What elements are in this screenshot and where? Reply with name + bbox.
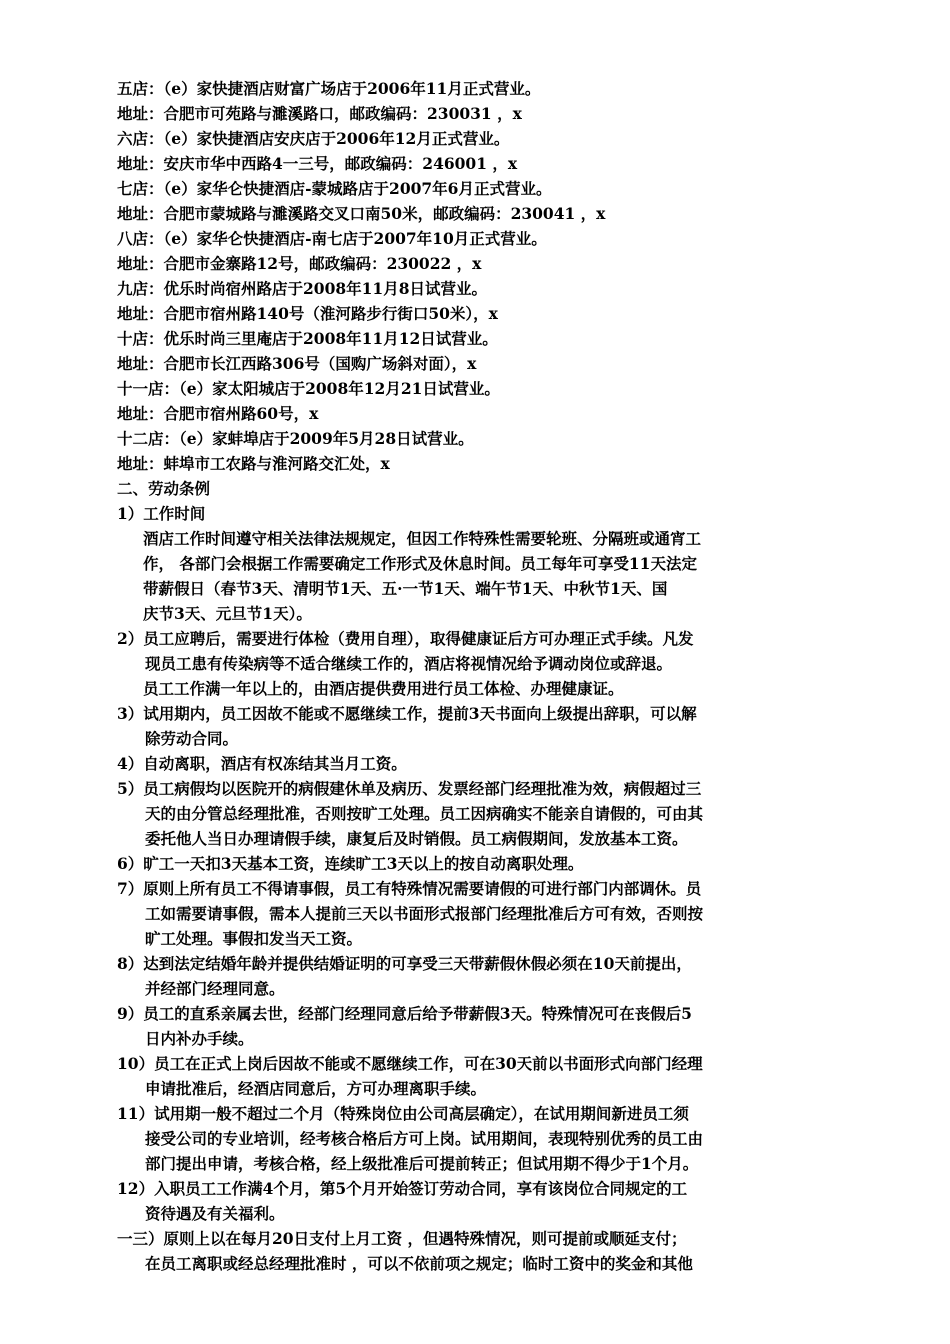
rule-line: 委托他人当日办理请假手续，康复后及时销假。员工病假期间，发放基本工资。 bbox=[145, 829, 688, 848]
rule-line: 6）旷工一天扣3天基本工资，连续旷工3天以上的按自动离职处理。 bbox=[117, 854, 584, 873]
rule-line: 工如需要请事假，需本人提前三天以书面形式报部门经理批准后方可有效，否则按 bbox=[145, 904, 704, 923]
rule-line: 资待遇及有关福利。 bbox=[145, 1204, 285, 1223]
rule-line: 9）员工的直系亲属去世，经部门经理同意后给予带薪假3天。特殊情况可在丧假后5 bbox=[117, 1004, 692, 1023]
store-name-line: 十店：优乐时尚三里庵店于2008年11月12日试营业。 bbox=[117, 329, 498, 348]
store-address-line: 地址：合肥市宿州路60号，x bbox=[117, 404, 319, 423]
rule-line: 2）员工应聘后，需要进行体检（费用自理），取得健康证后方可办理正式手续。凡发 bbox=[117, 629, 694, 648]
store-name-line: 十一店：（e）家太阳城店于2008年12月21日试营业。 bbox=[117, 379, 500, 398]
rule-line: 酒店工作时间遵守相关法律法规规定，但因工作特殊性需要轮班、分隔班或通宵工 bbox=[143, 529, 702, 548]
store-address-line: 地址：蚌埠市工农路与淮河路交汇处，x bbox=[117, 454, 390, 473]
rule-line: 部门提出申请，考核合格，经上级批准后可提前转正；但试用期不得少于1个月。 bbox=[145, 1154, 699, 1173]
store-address-line: 地址：安庆市华中西路4一三号，邮政编码：246001 ，x bbox=[117, 154, 518, 173]
store-name-line: 七店：（e）家华仑快捷酒店-蒙城路店于2007年6月正式营业。 bbox=[117, 179, 552, 198]
rule-line: 天的由分管总经理批准，否则按旷工处理。员工因病确实不能亲自请假的，可由其 bbox=[145, 804, 704, 823]
store-name-line: 十二店：（e）家蚌埠店于2009年5月28日试营业。 bbox=[117, 429, 474, 448]
document-body bbox=[117, 76, 837, 1276]
store-name-line: 五店：（e）家快捷酒店财富广场店于2006年11月正式营业。 bbox=[117, 79, 541, 98]
rule-line: 10）员工在正式上岗后因故不能或不愿继续工作，可在30天前以书面形式向部门经理 bbox=[117, 1054, 703, 1073]
store-address-line: 地址：合肥市宿州路140号（淮河路步行街口50米），x bbox=[117, 304, 498, 323]
rule-line: 一三）原则上以在每月20日支付上月工资 ，但遇特殊情况，则可提前或顺延支付； bbox=[117, 1229, 687, 1248]
rule-line: 并经部门经理同意。 bbox=[145, 979, 285, 998]
store-address-line: 地址：合肥市可苑路与濉溪路口，邮政编码：230031 ，x bbox=[117, 104, 522, 123]
rule-line: 日内补办手续。 bbox=[145, 1029, 254, 1048]
rule-line: 11）试用期一般不超过二个月（特殊岗位由公司高层确定），在试用期间新进员工须 bbox=[117, 1104, 689, 1123]
rule-line: 12）入职员工工作满4个月，第5个月开始签订劳动合同，享有该岗位合同规定的工 bbox=[117, 1179, 688, 1198]
rule-line: 现员工患有传染病等不适合继续工作的，酒店将视情况给予调动岗位或辞退。 bbox=[145, 654, 673, 673]
store-address-line: 地址：合肥市金寨路12号，邮政编码：230022 ，x bbox=[117, 254, 482, 273]
store-address-line: 地址：合肥市蒙城路与濉溪路交叉口南50米，邮政编码：230041 ，x bbox=[117, 204, 606, 223]
rule-line: 4）自动离职，酒店有权冻结其当月工资。 bbox=[117, 754, 407, 773]
store-name-line: 九店：优乐时尚宿州路店于2008年11月8日试营业。 bbox=[117, 279, 487, 298]
rule-line: 5）员工病假均以医院开的病假建休单及病历、发票经部门经理批准为效，病假超过三 bbox=[117, 779, 702, 798]
rule-line: 带薪假日（春节3天、清明节1天、五·一节1天、端午节1天、中秋节1天、国 bbox=[143, 579, 668, 598]
rule-line: 除劳动合同。 bbox=[145, 729, 239, 748]
rule-line: 8）达到法定结婚年龄并提供结婚证明的可享受三天带薪假休假必须在10天前提出， bbox=[117, 954, 692, 973]
rule-line: 接受公司的专业培训，经考核合格后方可上岗。试用期间，表现特别优秀的员工由 bbox=[145, 1129, 704, 1148]
rule-line: 3）试用期内，员工因故不能或不愿继续工作，提前3天书面向上级提出辞职，可以解 bbox=[117, 704, 697, 723]
store-name-line: 六店：（e）家快捷酒店安庆店于2006年12月正式营业。 bbox=[117, 129, 510, 148]
section-title: 二、劳动条例 bbox=[117, 479, 211, 498]
rule-line: 1）工作时间 bbox=[117, 504, 206, 523]
rule-line: 庆节3天、元旦节1天）。 bbox=[143, 604, 312, 623]
rule-line: 作， 各部门会根据工作需要确定工作形式及休息时间。员工每年可享受11天法定 bbox=[143, 554, 697, 573]
store-name-line: 八店：（e）家华仑快捷酒店-南七店于2007年10月正式营业。 bbox=[117, 229, 547, 248]
rule-line: 在员工离职或经总经理批准时 ，可以不依前项之规定；临时工资中的奖金和其他 bbox=[145, 1254, 693, 1273]
rule-line: 旷工处理。事假扣发当天工资。 bbox=[145, 929, 363, 948]
rule-line: 员工工作满一年以上的，由酒店提供费用进行员工体检、办理健康证。 bbox=[143, 679, 624, 698]
store-address-line: 地址：合肥市长江西路306号（国购广场斜对面），x bbox=[117, 354, 477, 373]
rule-line: 7）原则上所有员工不得请事假，员工有特殊情况需要请假的可进行部门内部调休。员 bbox=[117, 879, 702, 898]
rule-line: 申请批准后，经酒店同意后，方可办理离职手续。 bbox=[145, 1079, 487, 1098]
